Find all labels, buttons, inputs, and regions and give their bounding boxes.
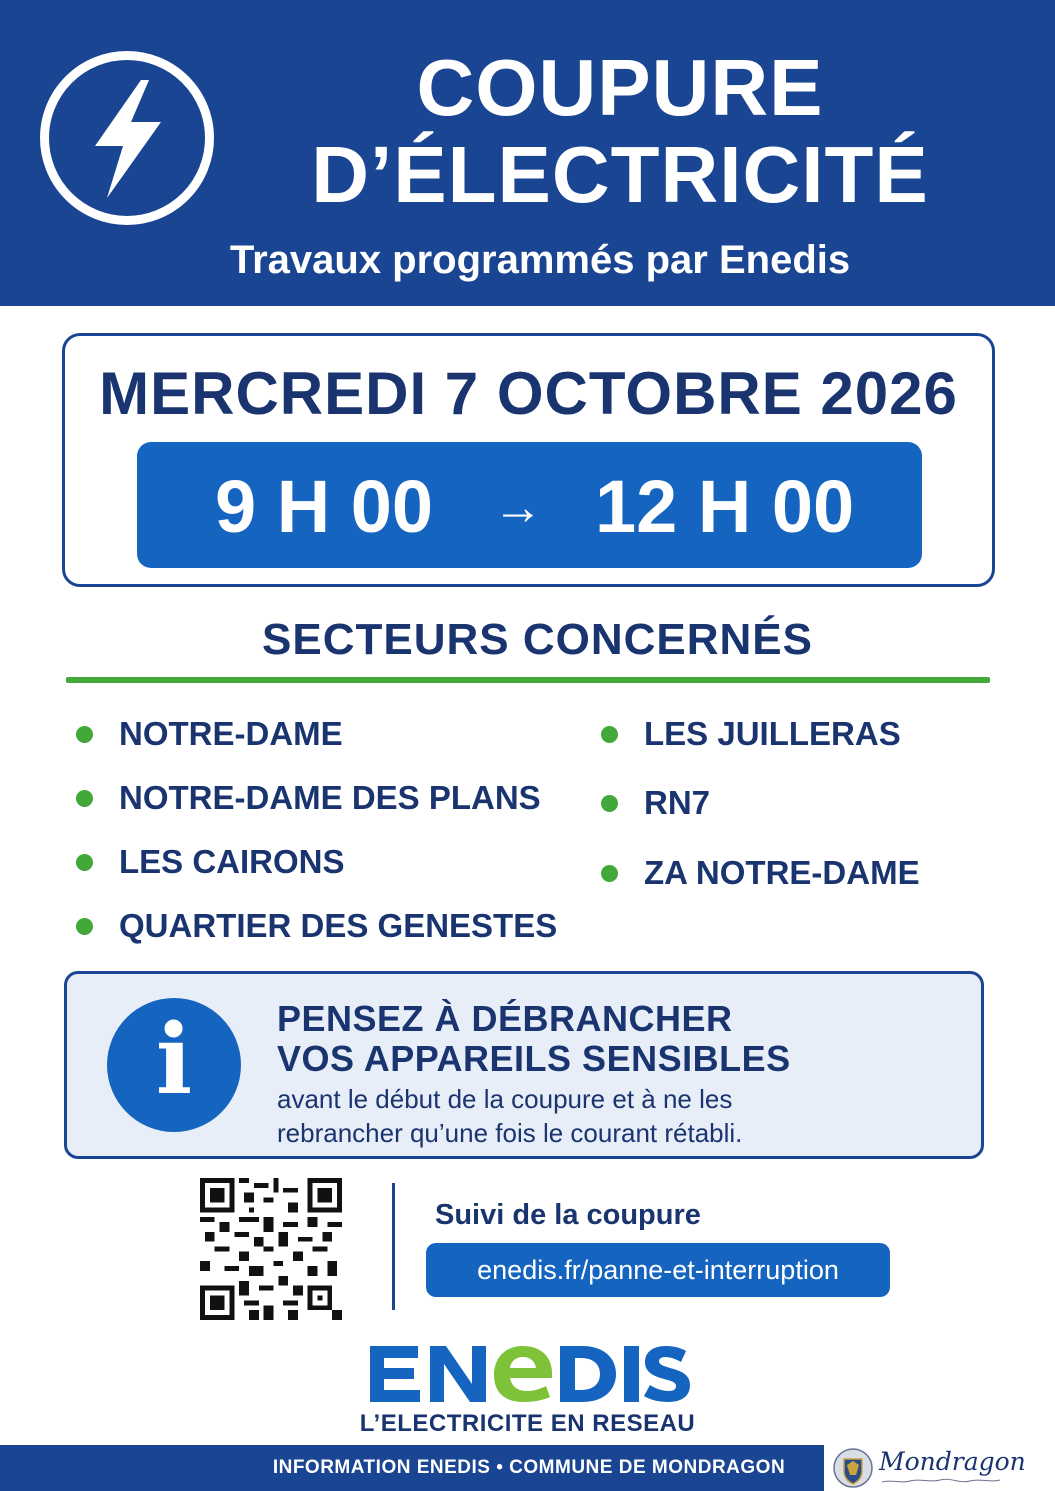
footer-text: INFORMATION ENEDIS • COMMUNE DE MONDRAGON (272, 1457, 786, 1478)
divider (392, 1183, 395, 1310)
tracking-url-link[interactable]: enedis.fr/panne-et-interruption (426, 1243, 890, 1297)
footer-bar (0, 1445, 1055, 1491)
title-line-2: D’ÉLECTRICITÉ (311, 130, 929, 219)
qr-code[interactable] (200, 1178, 342, 1320)
sector-label: LES CAIRONS (119, 843, 345, 880)
sector-label: ZA NOTRE-DAME (644, 854, 920, 891)
bullet-dot-icon (76, 918, 93, 935)
notice-body-1: avant le début de la coupure et à ne les (277, 1084, 733, 1114)
town-subtitle-scribble (882, 1477, 1000, 1485)
header-banner (0, 0, 1055, 306)
bullet-dot-icon (76, 854, 93, 871)
sector-label: NOTRE-DAME (119, 715, 343, 752)
notice-heading-2: VOS APPAREILS SENSIBLES (277, 1038, 791, 1079)
bullet-dot-icon (601, 795, 618, 812)
time-range-bar (137, 442, 922, 568)
bullet-dot-icon (601, 726, 618, 743)
town-logo (824, 1445, 1055, 1491)
notice-heading-1: PENSEZ À DÉBRANCHER (277, 998, 733, 1039)
notice-box (64, 971, 984, 1159)
enedis-logo (360, 1338, 690, 1408)
schedule-box (62, 333, 995, 587)
subtitle: Travaux programmés par Enedis (229, 238, 851, 282)
sector-label: NOTRE-DAME DES PLANS (119, 779, 541, 816)
bullet-dot-icon (601, 865, 618, 882)
tracking-label: Suivi de la coupure (435, 1199, 701, 1231)
divider (66, 677, 990, 683)
info-icon: i (107, 998, 241, 1132)
town-name: Mondragon (879, 1447, 1026, 1476)
enedis-tagline: L’ELECTRICITE EN RESEAU (359, 1410, 696, 1437)
end-time: 12 H 00 (595, 465, 855, 548)
arrow-right-icon: → (493, 479, 543, 535)
bullet-dot-icon (76, 790, 93, 807)
sector-label: LES JUILLERAS (644, 715, 901, 752)
lightning-bolt-icon (40, 51, 214, 225)
sectors-title: SECTEURS CONCERNÉS (262, 615, 813, 664)
crest-icon (832, 1447, 874, 1489)
sector-label: RN7 (644, 784, 711, 821)
notice-body-2: rebrancher qu’une fois le courant rétabli. (277, 1118, 743, 1148)
start-time: 9 H 00 (215, 465, 434, 548)
outage-date: MERCREDI 7 OCTOBRE 2026 (99, 360, 958, 427)
title-line-1: COUPURE (416, 43, 824, 132)
bullet-dot-icon (76, 726, 93, 743)
sector-label: QUARTIER DES GENESTES (119, 907, 558, 944)
